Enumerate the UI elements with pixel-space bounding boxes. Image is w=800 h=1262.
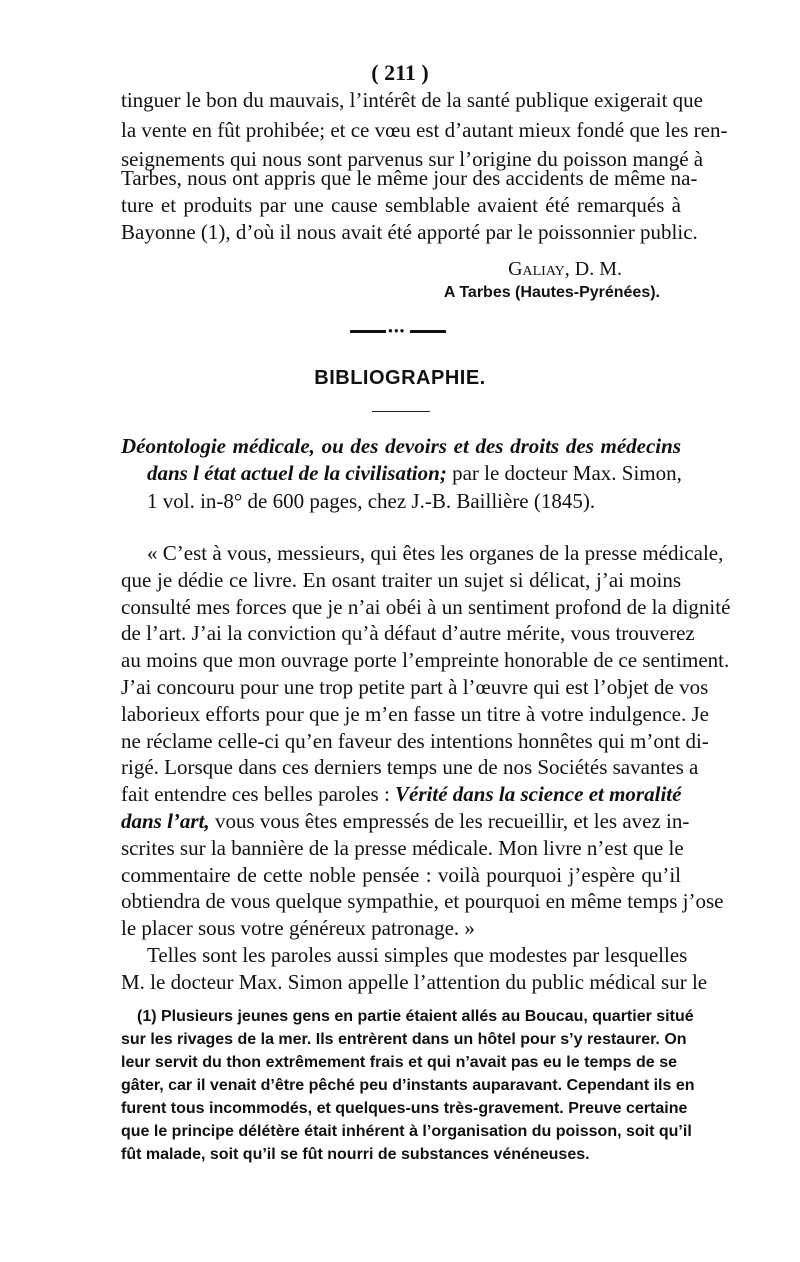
book-title-line [147,460,681,486]
ornament-dots: ●●● [388,326,406,335]
body-text-line: Bayonne (1), d’où il nous avait été apporté par le poissonnier public. [121,220,698,244]
footnote-line: (1) Plusieurs jeunes gens en partie étaient allés au Boucau, quartier situé [137,1008,694,1025]
quote-line: rigé. Lorsque dans ces derniers temps une de nos Sociétés savantes a [121,755,699,779]
ornament-divider [350,328,446,334]
author-signature [508,258,622,281]
body-text-line: ture et produits par une cause semblable avaient été remarqués à [121,193,681,217]
quote-text: fait entendre ces belles paroles : [121,782,396,806]
quote-motto: dans l’art, [121,809,210,833]
quote-line [121,808,690,834]
ornament-bar-left [350,330,386,333]
quote-line: de l’art. J’ai la conviction qu’à défaut d’autre mérite, vous trouverez [121,621,695,645]
footnote-line: sur les rivages de la mer. Ils entrèrent dans un hôtel pour s’y restaurer. On [121,1031,687,1048]
quote-line: scrites sur la bannière de la presse médicale. Mon livre n’est que le [121,836,684,860]
body-text-line: la vente en fût prohibée; et ce vœu est d’autant mieux fondé que les ren- [121,118,728,142]
book-title: Déontologie médicale, ou des devoirs et des droits des médecins [121,434,681,458]
book-title-line [121,433,681,459]
quote-line: que je dédie ce livre. En osant traiter un sujet si délicat, j’ai moins [121,568,681,592]
ornament-bar-right [410,330,446,333]
quote-line: laborieux efforts pour que je m’en fasse un titre à votre indulgence. Je [121,702,709,726]
signature-place: A Tarbes (Hautes-Pyrénées). [443,284,660,301]
quote-line: J’ai concouru pour une trop petite part à l’œuvre qui est l’objet de vos [121,675,709,699]
quote-line: obtiendra de vous quelque sympathie, et pourquoi en même temps j’ose [121,889,724,913]
footnote-line: gâter, car il venait d’être pêché peu d’instants auparavant. Cependant ils en [121,1077,695,1094]
book-details: 1 vol. in-8° de 600 pages, chez J.-B. Baillière (1845). [147,489,596,513]
signature-name: Galiay, D. M. [508,258,622,280]
quote-text: vous vous êtes empressés de les recueillir, et les avez in- [209,809,690,833]
body-text-line: tinguer le bon du mauvais, l’intérêt de la santé publique exigerait que [121,88,703,112]
footnote-line: furent tous incommodés, et quelques-uns très-gravement. Preuve certaine [121,1100,688,1117]
book-title-continued: dans l état actuel de la civilisation; [147,461,447,485]
footnote-line: que le principe délétère était inhérent à l’organisation du poisson, soit qu’il [121,1123,692,1140]
body-text-line: M. le docteur Max. Simon appelle l’attention du public médical sur le [121,970,708,994]
quote-line: ne réclame celle-ci qu’en faveur des intentions honnêtes qui m’ont di- [121,729,709,753]
section-rule [372,411,430,412]
quote-line: au moins que mon ouvrage porte l’empreinte honorable de ce sentiment. [121,648,730,672]
quote-line: consulté mes forces que je n’ai obéi à un sentiment profond de la dignité [121,595,731,619]
body-text-line: seignements qui nous sont parvenus sur l’origine du poisson mangé à [121,147,704,171]
quote-line: « C’est à vous, messieurs, qui êtes les organes de la presse médicale, [147,541,724,565]
quote-line: le placer sous votre généreux patronage. » [121,916,475,940]
footnote-line: fût malade, soit qu’il se fût nourri de substances vénéneuses. [121,1146,590,1163]
quote-line [121,781,681,807]
footnote-line: leur servit du thon extrêmement frais et qui n’avait pas eu le temps de se [121,1054,677,1071]
section-title: BIBLIOGRAPHIE. [314,367,486,389]
quote-line: commentaire de cette noble pensée : voilà pourquoi j’espère qu’il [121,863,681,887]
body-text-line: Tarbes, nous ont appris que le même jour des accidents de même na- [121,166,698,190]
body-text-line: Telles sont les paroles aussi simples que modestes par lesquelles [147,943,688,967]
book-author: par le docteur Max. Simon, [446,461,682,485]
quote-motto: Vérité dans la science et moralité [395,782,682,806]
page-number: ( 211 ) [371,60,429,85]
